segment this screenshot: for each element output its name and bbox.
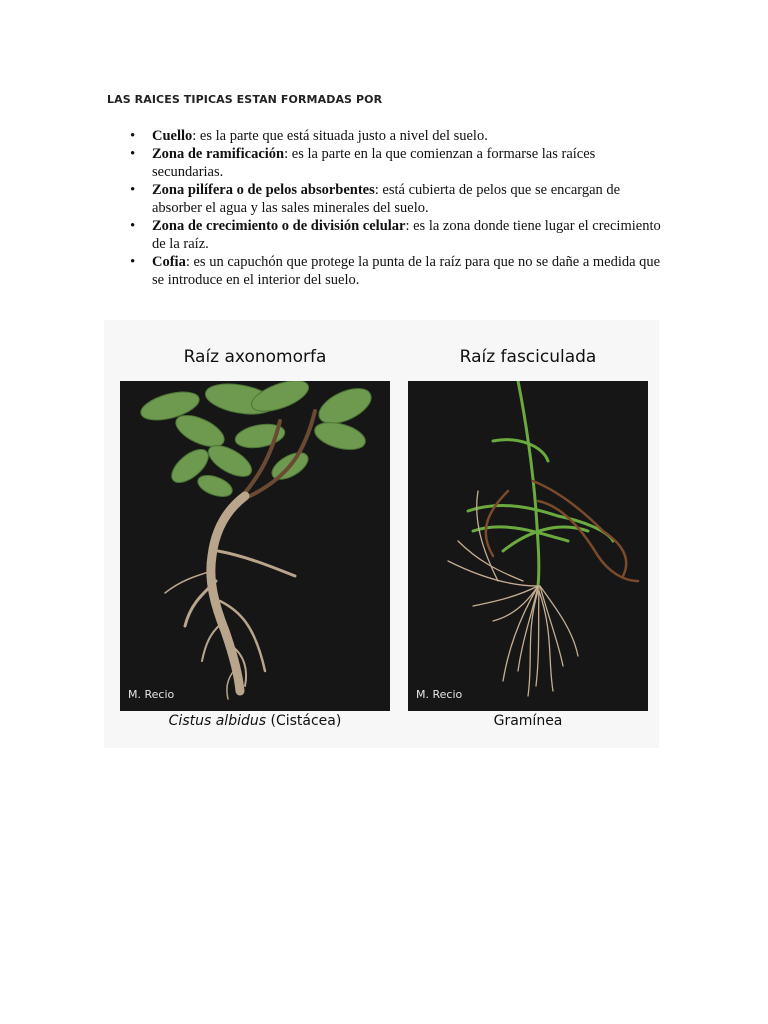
list-item — [130, 127, 670, 145]
list-item — [130, 217, 670, 253]
title-fasciculada: Raíz fasciculada — [459, 347, 597, 367]
term: Zona de crecimiento o de división celular — [152, 218, 406, 234]
photo-fibrous-root — [408, 381, 648, 711]
description: : es la zona donde tiene lugar el crecimiento de la raíz. — [152, 218, 661, 252]
photo-credit: M. Recio — [416, 688, 463, 701]
fibrous-root-illustration — [408, 381, 648, 711]
photo-taproot — [120, 381, 390, 711]
description: : está cubierta de pelos que se encargan de absorber el agua y las sales minerales del suelo. — [152, 182, 621, 216]
species-name: Cistus albidus — [168, 713, 267, 729]
title-axonomorfa: Raíz axonomorfa — [183, 347, 327, 367]
root-types-figure — [104, 320, 659, 748]
family-name: (Cistácea) — [266, 713, 342, 729]
description: : es la parte en la que comienzan a formarse las raíces secundarias. — [152, 146, 596, 180]
list-item — [130, 253, 670, 289]
term: Cofia — [152, 254, 186, 270]
term: Cuello — [152, 128, 193, 144]
taproot-illustration — [120, 381, 390, 711]
photo-credit: M. Recio — [128, 688, 175, 701]
root-zones-list — [130, 127, 670, 289]
description: : es la parte que está situada justo a nivel del suelo. — [192, 128, 488, 144]
caption-graminea: Gramínea — [493, 713, 563, 729]
term: Zona de ramificación — [152, 146, 285, 162]
list-item — [130, 181, 670, 217]
list-item — [130, 145, 670, 181]
term: Zona pilífera o de pelos absorbentes — [152, 182, 375, 198]
caption-cistus — [120, 713, 390, 729]
description: : es un capuchón que protege la punta de la raíz para que no se dañe a medida que se introduce en el interior del suelo. — [152, 254, 661, 288]
section-heading: LAS RAICES TIPICAS ESTAN FORMADAS POR — [107, 93, 383, 106]
